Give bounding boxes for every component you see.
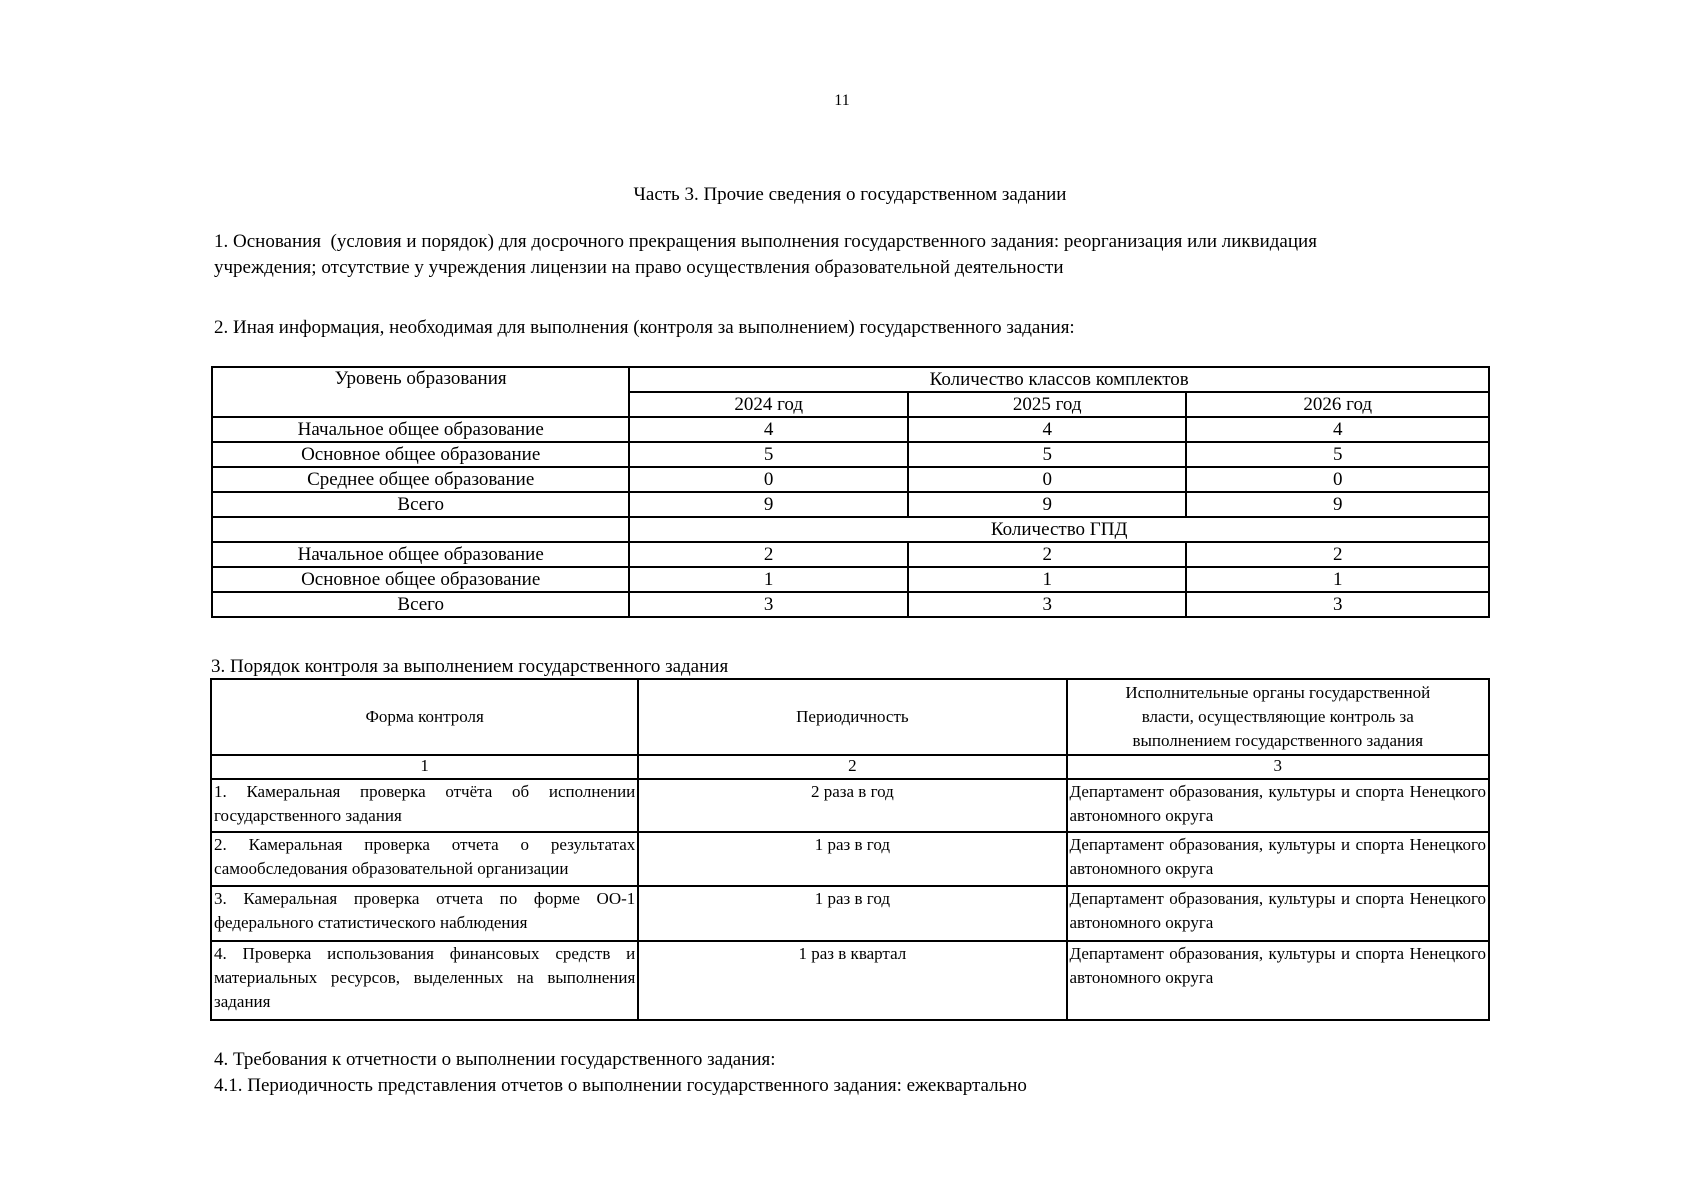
column-number: 3 [1067, 755, 1489, 779]
table-row [211, 832, 1489, 886]
cell-value: 9 [908, 492, 1187, 517]
section1-line2: учреждения; отсутствие у учреждения лицензии на право осуществления образовательной деятельности [214, 257, 1064, 278]
row-label: Начальное общее образование [212, 417, 629, 442]
table-row [212, 467, 1489, 492]
table-row [211, 755, 1489, 779]
table-row [211, 941, 1489, 1020]
cell-value: 1 [629, 567, 908, 592]
cell-value: 0 [629, 467, 908, 492]
section1-text [214, 229, 1504, 281]
header-body: Исполнительные органы государственной власти, осуществляющие контроль за выполнением государственного задания [1067, 679, 1489, 755]
header-gpd: Количество ГПД [629, 517, 1489, 542]
cell-value: 2 [1186, 542, 1489, 567]
cell-value: 1 [908, 567, 1187, 592]
table-row [212, 592, 1489, 617]
table-row [212, 442, 1489, 467]
empty-cell [212, 517, 629, 542]
header-year: 2024 год [629, 392, 908, 417]
cell-value: 2 [629, 542, 908, 567]
cell-value: 0 [1186, 467, 1489, 492]
control-table [210, 678, 1490, 1021]
section2-heading: 2. Иная информация, необходимая для выполнения (контроля за выполнением) государственного задания: [214, 317, 1075, 338]
header-year: 2025 год [908, 392, 1187, 417]
header-level: Уровень образования [212, 367, 629, 417]
table-row [211, 886, 1489, 941]
control-form: 4. Проверка использования финансовых средств и материальных ресурсов, выделенных на выполнения задания [211, 941, 638, 1020]
table-row [212, 417, 1489, 442]
row-label: Всего [212, 592, 629, 617]
control-body: Департамент образования, культуры и спорта Ненецкого автономного округа [1067, 941, 1489, 1020]
cell-value: 2 [908, 542, 1187, 567]
part-title: Часть 3. Прочие сведения о государственном задании [633, 184, 1067, 205]
classes-table [211, 366, 1490, 618]
control-form: 1. Камеральная проверка отчёта об исполнении государственного задания [211, 779, 638, 832]
cell-value: 5 [908, 442, 1187, 467]
control-period: 1 раз в год [638, 832, 1066, 886]
control-period: 2 раза в год [638, 779, 1066, 832]
cell-value: 4 [629, 417, 908, 442]
control-form: 3. Камеральная проверка отчета по форме ОО-1 федерального статистического наблюдения [211, 886, 638, 941]
table-row [212, 492, 1489, 517]
cell-value: 9 [629, 492, 908, 517]
header-year: 2026 год [1186, 392, 1489, 417]
cell-value: 9 [1186, 492, 1489, 517]
cell-value: 5 [1186, 442, 1489, 467]
row-label: Начальное общее образование [212, 542, 629, 567]
cell-value: 4 [908, 417, 1187, 442]
header-period: Периодичность [638, 679, 1066, 755]
section3-heading: 3. Порядок контроля за выполнением государственного задания [211, 656, 729, 677]
cell-value: 5 [629, 442, 908, 467]
table-row [212, 367, 1489, 392]
cell-value: 0 [908, 467, 1187, 492]
control-form: 2. Камеральная проверка отчета о результатах самообследования образовательной организации [211, 832, 638, 886]
row-label: Среднее общее образование [212, 467, 629, 492]
section1-line1: 1. Основания (условия и порядок) для досрочного прекращения выполнения государственного задания: реорганизация или ликвидация [214, 231, 1317, 252]
row-label: Основное общее образование [212, 442, 629, 467]
row-label: Всего [212, 492, 629, 517]
column-number: 2 [638, 755, 1066, 779]
control-body: Департамент образования, культуры и спорта Ненецкого автономного округа [1067, 886, 1489, 941]
cell-value: 3 [1186, 592, 1489, 617]
page-number: 11 [834, 92, 850, 109]
column-number: 1 [211, 755, 638, 779]
section4-heading: 4. Требования к отчетности о выполнении государственного задания: [214, 1049, 776, 1070]
control-period: 1 раз в квартал [638, 941, 1066, 1020]
control-body: Департамент образования, культуры и спорта Ненецкого автономного округа [1067, 779, 1489, 832]
cell-value: 3 [908, 592, 1187, 617]
table-row [211, 779, 1489, 832]
cell-value: 1 [1186, 567, 1489, 592]
row-label: Основное общее образование [212, 567, 629, 592]
header-classes: Количество классов комплектов [629, 367, 1489, 392]
table-row [212, 517, 1489, 542]
section4-item1: 4.1. Периодичность представления отчетов о выполнении государственного задания: ежеквартально [214, 1075, 1027, 1096]
table-row [212, 567, 1489, 592]
cell-value: 3 [629, 592, 908, 617]
cell-value: 4 [1186, 417, 1489, 442]
header-form: Форма контроля [211, 679, 638, 755]
table-row [211, 679, 1489, 755]
control-body: Департамент образования, культуры и спорта Ненецкого автономного округа [1067, 832, 1489, 886]
control-period: 1 раз в год [638, 886, 1066, 941]
table-row [212, 542, 1489, 567]
